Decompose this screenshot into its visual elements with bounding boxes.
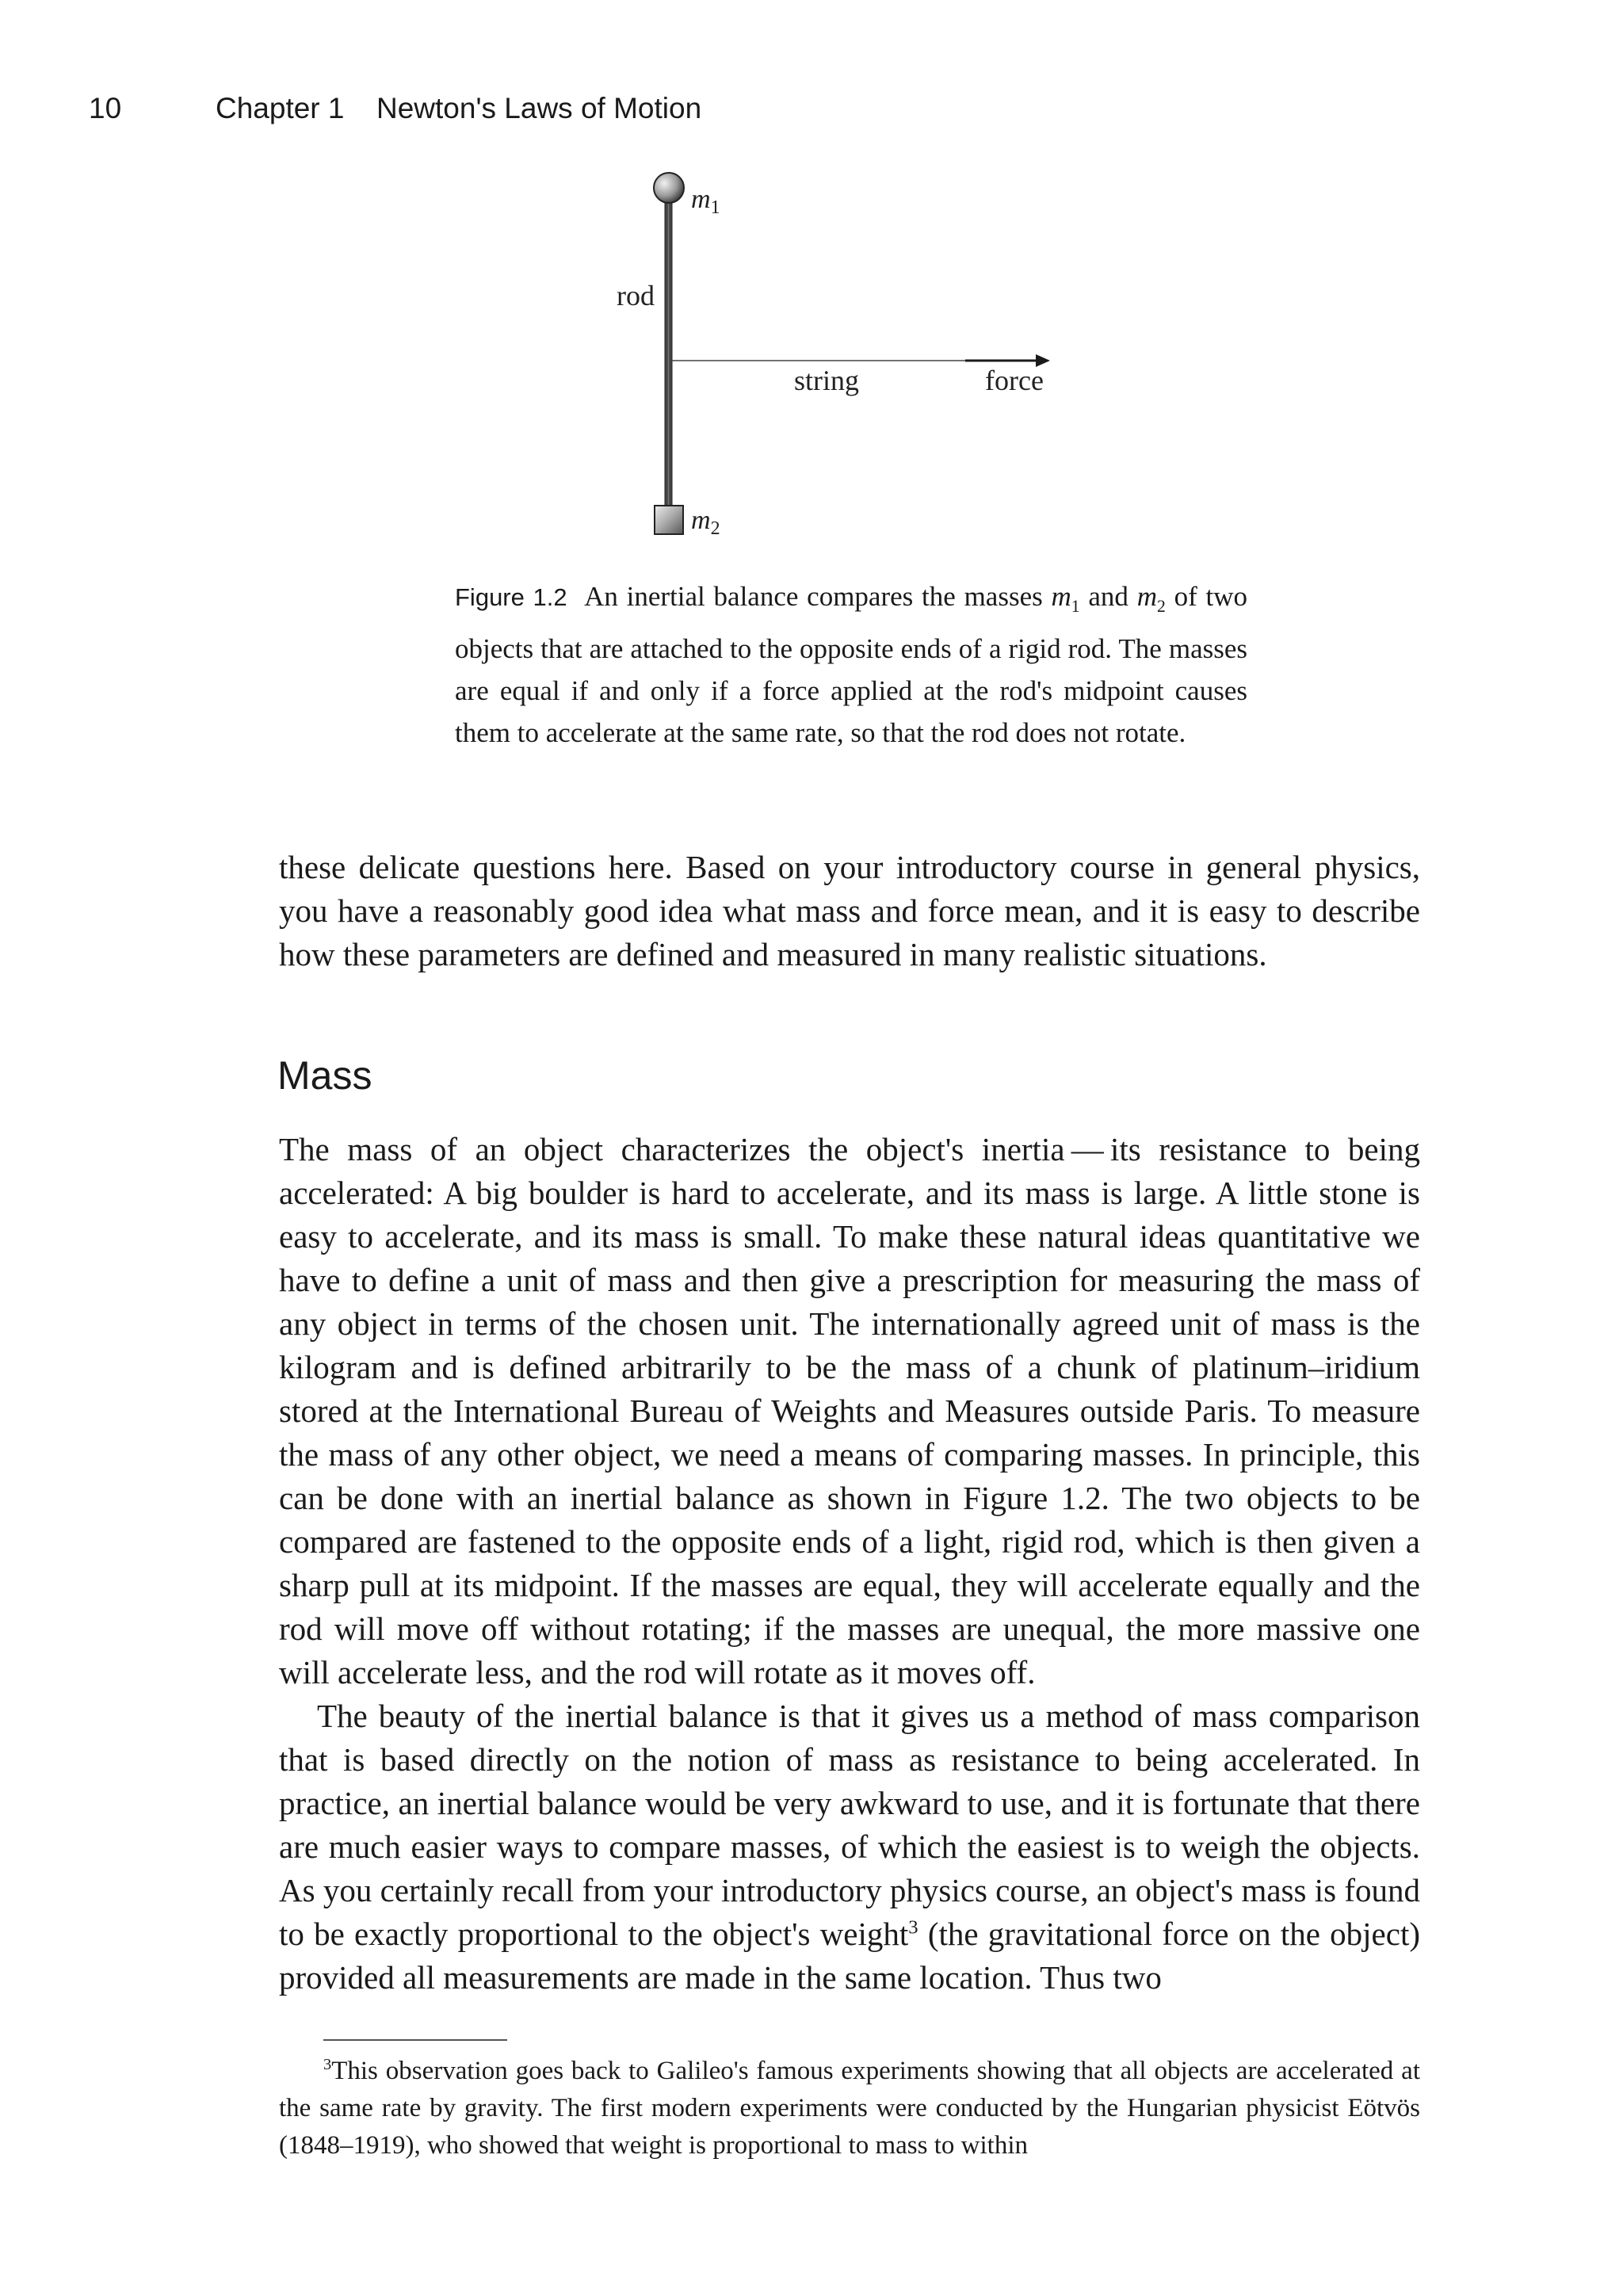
caption-m1: $m_1$	[1051, 581, 1080, 616]
page-number: 10	[89, 92, 122, 124]
mass-m1-sphere	[654, 173, 684, 203]
m2-label: $m_2$	[691, 506, 720, 539]
chapter-title: Newton's Laws of Motion	[376, 92, 702, 124]
figure-caption-label: Figure 1.2	[455, 583, 567, 611]
footnote-text: This observation goes back to Galileo's famous experiments showing that all objects are accelerated at the same rate by gravity. The first modern experiments were conducted by the Hungarian physicist Eötvös (1848–1919), who showed that weight is proportional to mass to within	[279, 2057, 1420, 2160]
footnote-rule	[323, 2039, 507, 2041]
m1-label: $m_1$	[691, 185, 720, 218]
section-heading: Mass	[277, 1053, 372, 1098]
mass-paragraph-2: The beauty of the inertial balance is that it gives us a method of mass comparison that is based directly on the notion of mass as resistance to being accelerated. In practice, an inertial balance would be very awkward to use, and it is fortunate that there are much easier ways to compare masses, of which the easiest is to weigh the objects. As you certainly recall from your introductory physics course, an object's mass is found to be exactly proportional to the object's weight$^3$ (the gravitational force on the object) provided all measurements are made in the same location. Thus two	[279, 1698, 1420, 1996]
intro-paragraph: these delicate questions here. Based on your introductory course in general physics, you have a reasonably good idea what mass and force mean, and it is easy to describe how these parameters are defined and measured in many realistic situations.	[279, 849, 1420, 972]
caption-m2: $m_2$	[1136, 581, 1166, 616]
string-label: string	[794, 365, 860, 396]
mass-m2-block	[655, 506, 683, 534]
footnote-reference: 3	[908, 1916, 918, 1939]
mass-section	[279, 1128, 1420, 2000]
mass-paragraph-1: The mass of an object characterizes the object's inertia — its resistance to being accelerated: A big boulder is hard to accelerate, and its mass is large. A little stone is easy to accelerate, and its mass is small. To make these natural ideas quantitative we have to define a unit of mass and then give a prescription for measuring the mass of any object in terms of the chosen unit. The internationally agreed unit of mass is the kilogram and is defined arbitrarily to be the mass of a chunk of platinum–iridium stored at the International Bureau of Weights and Measures outside Paris. To measure the mass of any other object, we need a means of comparing masses. In principle, this can be done with an inertial balance as shown in Figure 1.2. The two objects to be compared are fastened to the opposite ends of a light, rigid rod, which is then given a sharp pull at its midpoint. If the masses are equal, they will accelerate equally and the rod will move off without rotating; if the masses are unequal, the more massive one will accelerate less, and the rod will rotate as it moves off.	[279, 1131, 1420, 1690]
footnote-number: 3	[323, 2056, 332, 2073]
rod-label: rod	[617, 280, 655, 311]
inertial-balance-figure	[586, 162, 1157, 559]
caption-text: An inertial balance compares the masses	[584, 581, 1052, 612]
force-label: force	[985, 365, 1044, 396]
figure-caption: Figure 1.2 An inertial balance compares the masses $m_1$ and $m_2$ of two objects that are attached to the opposite ends of a rigid rod. The masses are equal if and only if a force applied at the rod's midpoint causes them to accelerate at the same rate, so that the rod does not rotate.	[455, 581, 1248, 748]
footnote	[279, 2053, 1420, 2164]
chapter-label: Chapter 1	[216, 92, 345, 124]
